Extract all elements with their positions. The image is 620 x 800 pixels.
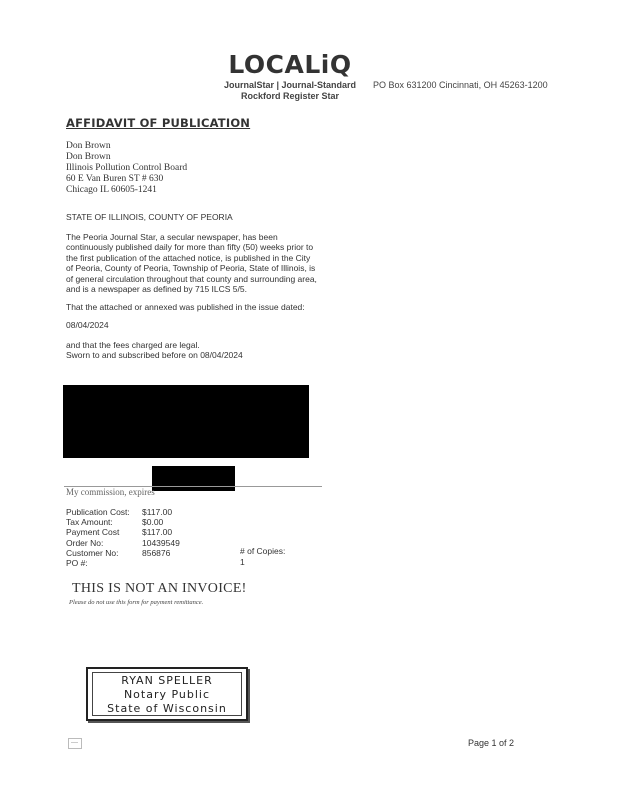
copies-block <box>240 546 285 567</box>
fees-statement: and that the fees charged are legal. <box>66 340 200 350</box>
statement-line: of general circulation throughout that county and surrounding area, <box>66 273 317 284</box>
brand-logo: LOCALiQ <box>228 50 352 79</box>
issue-date: 08/04/2024 <box>66 320 109 330</box>
state-county-line: STATE OF ILLINOIS, COUNTY OF PEORIA <box>66 212 233 222</box>
notary-title: Notary Public <box>123 688 211 701</box>
cost-row <box>66 507 180 517</box>
published-statement: That the attached or annexed was published in the issue dated: <box>66 302 305 312</box>
cost-value: $0.00 <box>142 517 164 528</box>
copies-value: 1 <box>240 556 245 567</box>
statement-line: continuously published daily for more than fifty (50) weeks prior to <box>66 242 314 253</box>
recipient-line: Don Brown <box>66 141 111 151</box>
cost-summary <box>66 507 180 568</box>
not-invoice-note: Please do not use this form for payment remittance. <box>69 599 204 606</box>
notary-stamp <box>86 667 248 721</box>
publications-line-1: JournalStar | Journal-Standard <box>223 80 357 90</box>
notary-name: RYAN SPELLER <box>121 674 213 687</box>
cost-row <box>66 527 180 537</box>
cost-label: Payment Cost <box>66 527 120 538</box>
not-invoice-heading: THIS IS NOT AN INVOICE! <box>72 581 247 596</box>
statement-line: the first publication of the attached notice, is published in the City <box>66 252 311 263</box>
page-number: Page 1 of 2 <box>468 738 515 748</box>
cost-value: $117.00 <box>142 507 173 517</box>
newspaper-statement <box>66 232 317 294</box>
cost-row <box>66 548 180 558</box>
sworn-statement: Sworn to and subscribed before on 08/04/2024 <box>66 350 243 360</box>
recipient-line: 60 E Van Buren ST # 630 <box>66 174 164 184</box>
cost-label: Tax Amount: <box>66 517 113 528</box>
cost-label: PO #: <box>66 558 88 569</box>
company-address: PO Box 631200 Cincinnati, OH 45263-1200 <box>373 80 548 90</box>
cost-row <box>66 517 180 527</box>
cost-label: Customer No: <box>66 547 119 558</box>
cost-label: Publication Cost: <box>66 507 130 517</box>
document-icon <box>68 738 82 749</box>
recipient-line: Don Brown <box>66 152 111 162</box>
recipient-line: Chicago IL 60605-1241 <box>66 185 157 195</box>
commission-expires-label: My commission, expires <box>66 487 155 497</box>
cost-label: Order No: <box>66 537 104 548</box>
recipient-address-block <box>66 141 187 196</box>
cost-value: 10439549 <box>142 537 180 548</box>
cost-row <box>66 558 180 568</box>
publications-line-2: Rockford Register Star <box>240 91 340 101</box>
copies-label: # of Copies: <box>240 546 286 556</box>
document-title: AFFIDAVIT OF PUBLICATION <box>66 116 251 130</box>
statement-line: The Peoria Journal Star, a secular newspaper, has been <box>66 232 278 242</box>
cost-value: 856876 <box>142 547 171 558</box>
redacted-signature-block <box>63 385 309 458</box>
statement-line: and is a newspaper as defined by 715 ILCS 5/5. <box>66 284 247 295</box>
cost-value: $117.00 <box>142 527 173 538</box>
recipient-line: Illinois Pollution Control Board <box>66 163 188 173</box>
redacted-commission-date <box>152 466 235 491</box>
statement-line: of Peoria, County of Peoria, Township of Peoria, State of Illinois, is <box>66 263 316 274</box>
notary-state: State of Wisconsin <box>107 702 227 715</box>
cost-row <box>66 538 180 548</box>
publications-list <box>212 80 368 102</box>
